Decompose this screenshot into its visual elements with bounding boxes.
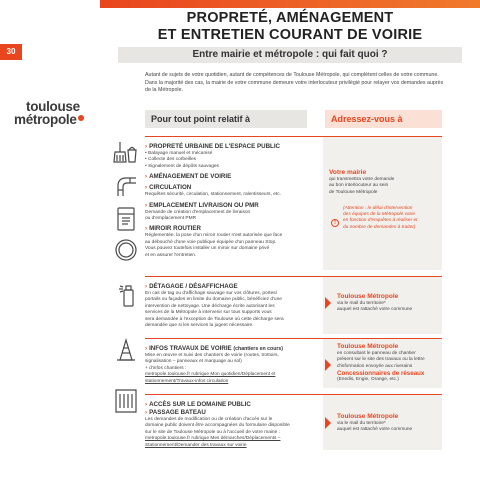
recipient-line: qui transmettra votre demande — [329, 177, 395, 182]
row-proprete — [145, 136, 442, 270]
recipient-line: présent sur le site des travaux ou la lettre — [337, 357, 425, 363]
info-link[interactable]: stationnement/Travaux-infos circulation — [145, 378, 229, 384]
section-line: • Collecte des corbeilles — [145, 157, 197, 163]
section-title: › DÉTAGAGE / DÉSAFFICHAGE — [145, 283, 238, 290]
arrow-icon — [325, 359, 331, 371]
section-title: › MIROIR ROUTIER — [145, 225, 201, 233]
recipient-line: au bon interlocuteur au sein — [329, 183, 389, 189]
recipient-line: en consultant le panneau de chantier — [337, 351, 416, 356]
row-infos-travaux — [145, 338, 442, 388]
header — [100, 10, 480, 63]
road-mirror-icon — [114, 238, 138, 262]
spray-can-icon — [112, 282, 140, 308]
pedestrian-crossing-icon — [114, 388, 138, 414]
note-line: des équipes de la Métropole varie — [343, 212, 415, 218]
row-left-content — [145, 398, 313, 449]
logo-dot — [78, 115, 84, 121]
section-title: › INFOS TRAVAUX DE VOIRIE (chantiers en cours) — [145, 345, 284, 352]
arrow-icon — [325, 417, 331, 429]
section-line: • Signalement de dépôts sauvages — [145, 163, 219, 169]
row-right-content — [323, 395, 442, 450]
row-left-content — [145, 342, 313, 385]
recipient-line: (Enedis, Engie, Orange, etc.) — [337, 376, 399, 382]
section-line: domaine public doivent être accompagnées du formulaire disponible — [145, 423, 290, 429]
intro-paragraph: Autant de sujets de votre quotidien, autant de compétences de Toulouse Métropole, qui complètent celles de votre commune. Dans la majorité des cas, la mairie de votre commune demeure votre interlocuteur privilégié pour relayer vos demandes auprès de la Métropole. — [145, 72, 444, 94]
section-line: portails ou façades en limite du domaine public, bénéficiez d'une — [145, 297, 282, 303]
arrow-icon — [325, 297, 331, 309]
note-line: du nombre de demandes à traiter) — [343, 224, 416, 230]
recipient-line: de Toulouse Métropole — [329, 189, 378, 195]
section-line: services de la Métropole à intervenir sur tous supports vous — [145, 310, 272, 316]
section-title: › ACCÈS SUR LE DOMAINE PUBLIC — [145, 401, 251, 408]
recipient-title: Toulouse Métropole — [337, 413, 399, 420]
section-line: Les demandes de modification ou de création d'accès sur le — [145, 417, 273, 422]
recipient-line: d'information envoyée aux riverains — [337, 363, 413, 369]
section-line: Requêtes sécurité, circulation, stationnement, ralentisseurs, etc. — [145, 192, 281, 198]
note-line: (Attention : le délai d'intervention — [343, 205, 413, 211]
row-acces-domaine — [145, 394, 442, 450]
recipient-title: Votre mairie — [329, 169, 367, 176]
recipient-line: via le mail du territoire* — [337, 421, 386, 426]
recipient-title: Toulouse Métropole — [337, 293, 399, 300]
broom-and-bucket-icon — [112, 140, 140, 164]
recipient-title: Toulouse Métropole — [337, 343, 399, 350]
row-right-content — [323, 137, 442, 270]
column-header-left: Pour tout point relatif à — [145, 110, 307, 128]
section-line: En cas de tag ou d'affichage sauvage sur vos clôtures, portes/ — [145, 291, 278, 296]
note-line: en fonction d'enquêtes à réaliser et — [343, 218, 418, 224]
row-right-content — [323, 277, 442, 334]
pipe-icon — [114, 174, 138, 198]
section-line: au débouché d'une voie publique équipée d'un panneau Stop. — [145, 239, 277, 245]
recipient-subtitle: Concessionnaires de réseaux — [337, 369, 425, 377]
page-subtitle: Entre mairie et métropole : qui fait quoi ? — [118, 47, 462, 63]
section-line: Vous pouvez toutefois installer un miroir sur domaine privé — [145, 246, 270, 252]
section-title: › PASSAGE BATEAU — [145, 409, 206, 416]
section-line: + d'infos chantiers : — [145, 365, 187, 371]
section-line: Réglementée, la pose d'un miroir routier n'est autorisée que face — [145, 233, 283, 239]
toulouse-metropole-logo — [14, 100, 104, 126]
top-accent-bar — [100, 0, 480, 8]
info-link[interactable]: Stationnement/Demander des travaux sur voirie — [145, 442, 247, 448]
section-line: demandée que si les services la jugent nécessaire. — [145, 323, 254, 329]
warning-icon: ! — [331, 219, 339, 227]
recipient-line: via le mail du territoire* — [337, 301, 386, 306]
recipient-line: auquel est rattaché votre commune — [337, 307, 413, 313]
section-line: • Balayage manuel et mécanisé — [145, 151, 213, 156]
warning-note — [343, 206, 442, 231]
row-detagage — [145, 276, 442, 334]
section-line: intervention de nettoyage. Une décharge écrite autorisant les — [145, 303, 275, 309]
logo-line2-text: métropole — [14, 112, 77, 127]
traffic-cone-icon — [114, 338, 138, 364]
section-title: › AMÉNAGEMENT DE VOIRIE — [145, 173, 232, 181]
section-line: signalisation – panneaux et marquage au sol) — [145, 359, 242, 365]
recipient-line: auquel est rattaché votre commune — [337, 427, 413, 433]
section-line: ou d'emplacement PMR — [145, 216, 197, 222]
row-left-content — [145, 140, 313, 259]
info-link[interactable]: metropole.toulouse.fr rubrique Mon quotidien/Déplacement et — [145, 372, 276, 378]
section-line: sur le site de Toulouse Métropole ou à l'accueil de votre mairie : — [145, 429, 280, 435]
row-right-content — [323, 339, 442, 388]
logo-line1: toulouse — [26, 99, 80, 114]
row-left-content — [145, 280, 313, 329]
section-line: et en assurer l'entretien. — [145, 252, 197, 258]
section-line: sera demandée à l'exception de Toulouse où cette décharge sera — [145, 316, 284, 322]
logo-line2 — [14, 113, 104, 126]
column-header-right: Adressez-vous à — [325, 110, 442, 128]
parking-icon — [114, 206, 138, 232]
section-title: › EMPLACEMENT LIVRAISON OU PMR — [145, 201, 259, 209]
info-link[interactable]: metropole.toulouse.fr rubrique Mes démarches/Déplacements – — [145, 436, 281, 442]
page-number: 30 — [0, 44, 22, 60]
page-title-line2: ET ENTRETIEN COURANT DE VOIRIE — [157, 27, 423, 43]
section-title: › CIRCULATION — [145, 184, 192, 192]
section-line: Demande de création d'emplacement de livraison — [145, 209, 251, 215]
page-title-line1: PROPRETÉ, AMÉNAGEMENT — [186, 10, 394, 26]
section-title: › PROPRETÉ URBAINE DE L'ESPACE PUBLIC — [145, 143, 281, 150]
section-line: Mise en œuvre et suivi des chantiers de voirie (routes, trottoirs, — [145, 353, 279, 358]
